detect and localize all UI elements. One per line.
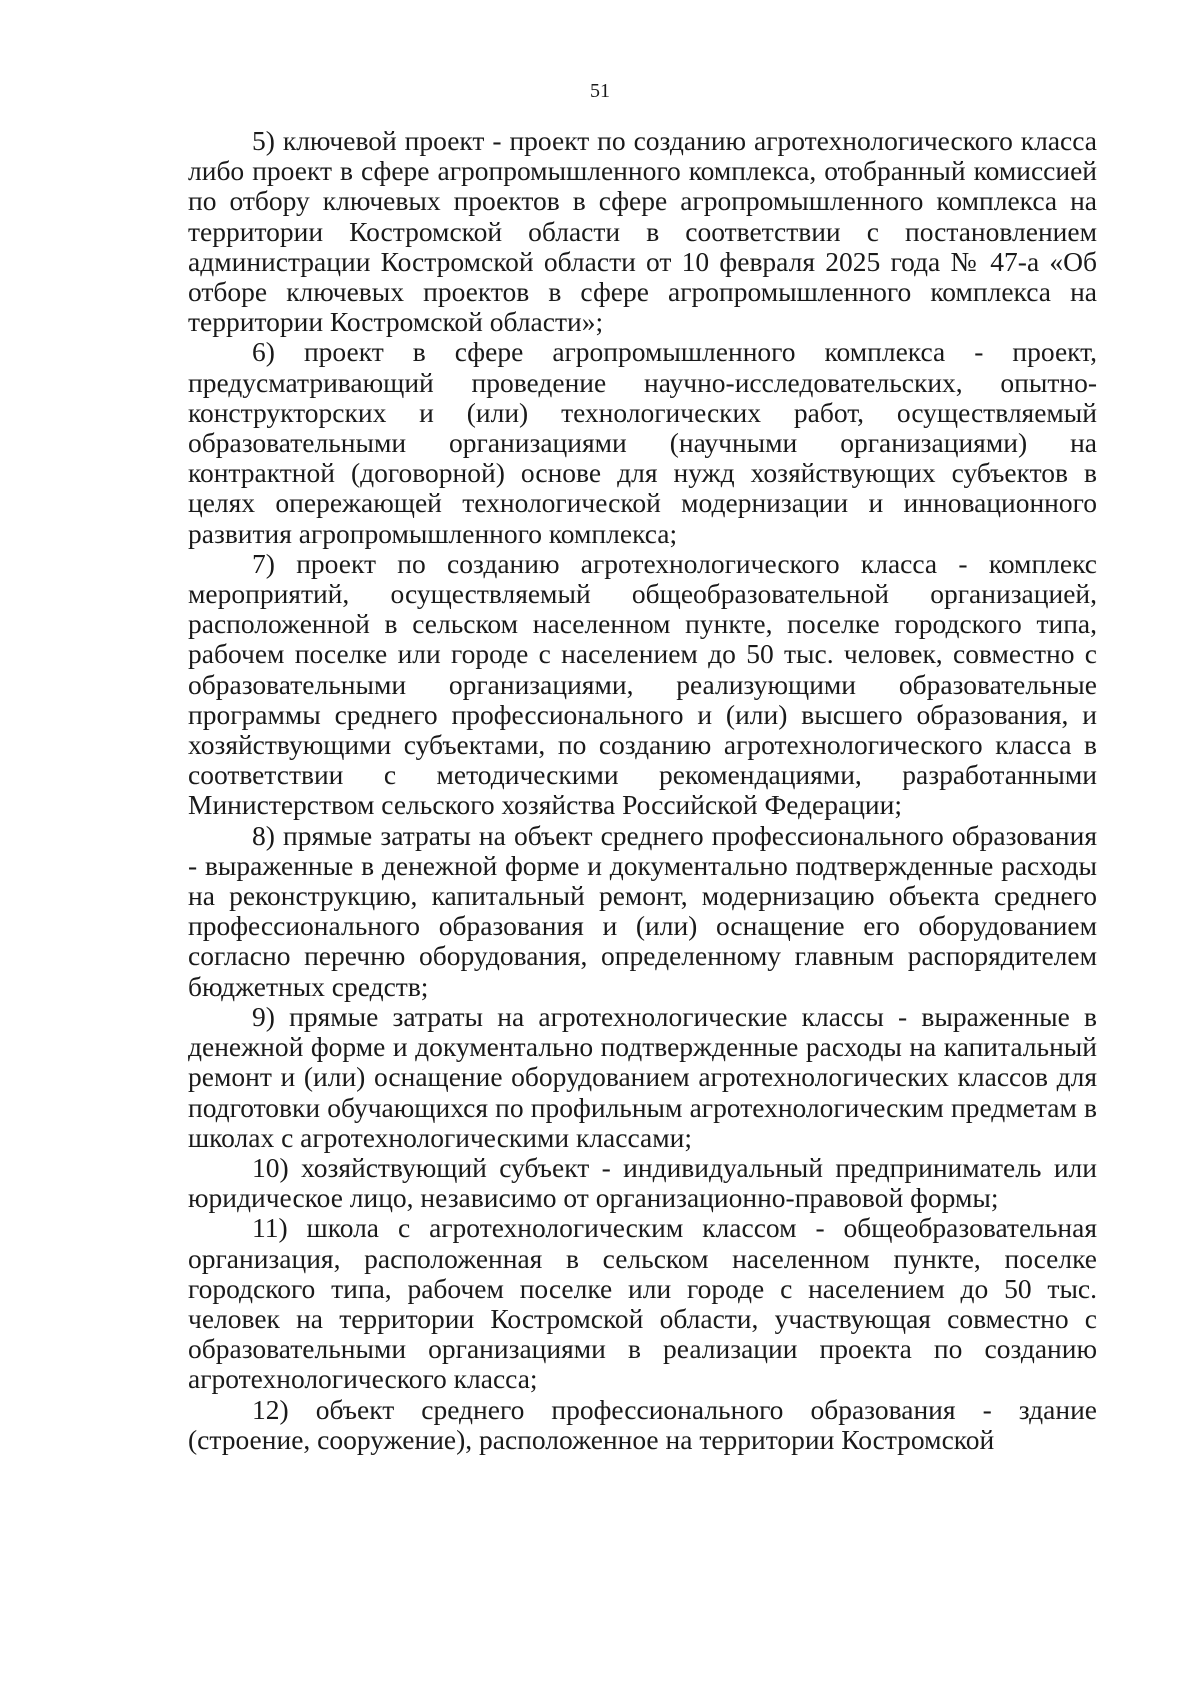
paragraph-item-10: 10) хозяйствующий субъект - индивидуальный предприниматель или юридическое лицо, независимо от организационно-правовой формы; bbox=[188, 1151, 1097, 1214]
paragraph-item-9: 9) прямые затраты на агротехнологические классы - выраженные в денежной форме и документально подтвержденные расходы на капитальный ремонт и (или) оснащение оборудованием агротехнологических классов для подготовки обучающихся по профильным агротехнологическим предметам в школах с агротехнологическими классами; bbox=[188, 1000, 1097, 1153]
page-number: 51 bbox=[590, 80, 610, 102]
paragraph-item-5: 5) ключевой проект - проект по созданию агротехнологического класса либо проект в сфере агропромышленного комплекса, отобранный комиссией по отбору ключевых проектов в сфере агропромышленного комплекса на территории Костромской области в соответствии с постановлением администрации Костромской области от 10 февраля 2025 года № 47-а «Об отборе ключевых проектов в сфере агропромышленного комплекса на территории Костромской области»; bbox=[188, 125, 1097, 338]
paragraph-item-7: 7) проект по созданию агротехнологического класса - комплекс мероприятий, осуществляемый общеобразовательной организацией, расположенной в сельском населенном пункте, поселке городского типа, рабочем поселке или городе с населением до 50 тыс. человек, совместно с образовательными организациями, реализующими образовательные программы среднего профессионального и (или) высшего образования, и хозяйствующими субъектами, по созданию агротехнологического класса в соответствии с методическими рекомендациями, разработанными Министерством сельского хозяйства Российской Федерации; bbox=[188, 547, 1097, 821]
paragraph-item-12: 12) объект среднего профессионального образования - здание (строение, сооружение), расположенное на территории Костромской bbox=[188, 1393, 1097, 1455]
paragraph-item-6: 6) проект в сфере агропромышленного комплекса - проект, предусматривающий проведение научно-исследовательских, опытно-конструкторских и (или) технологических работ, осуществляемый образовательными организациями (научными организациями) на контрактной (договорной) основе для нужд хозяйствующих субъектов в целях опережающей технологической модернизации и инновационного развития агропромышленного комплекса; bbox=[188, 336, 1097, 549]
paragraph-item-11: 11) школа с агротехнологическим классом - общеобразовательная организация, расположенная в сельском населенном пункте, поселке городского типа, рабочем поселке или городе с населением до 50 тыс. человек на территории Костромской области, участвующая совместно с образовательными организациями в реализации проекта по созданию агротехнологического класса; bbox=[188, 1212, 1097, 1395]
paragraph-item-8: 8) прямые затраты на объект среднего профессионального образования - выраженные в денежной форме и документально подтвержденные расходы на реконструкцию, капитальный ремонт, модернизацию объекта среднего профессионального образования и (или) оснащение его оборудованием согласно перечню оборудования, определенному главным распорядителем бюджетных средств; bbox=[188, 819, 1097, 1002]
document-body bbox=[188, 126, 1097, 1455]
